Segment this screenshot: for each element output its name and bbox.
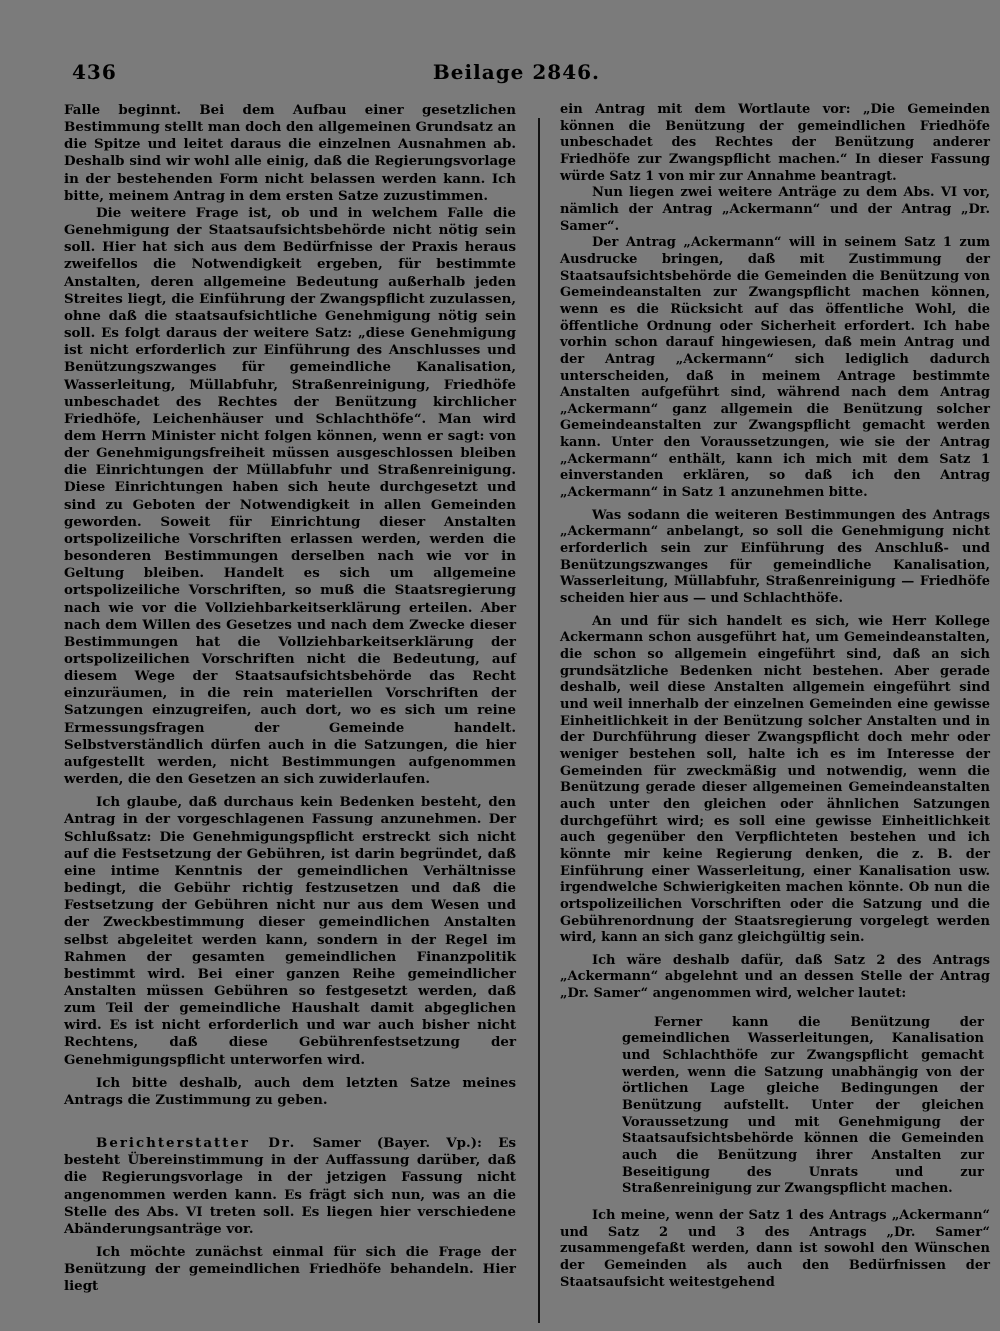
speaker-name: Samer: [312, 1135, 361, 1152]
speaker-party: (Bayer. Vp.):: [376, 1135, 482, 1152]
paragraph: Was sodann die weiteren Bestimmungen des Antrags „Ackermann“ anbelangt, so soll die Genehmigung nicht erforderlich sein zur Einführung des Anschluß- und Benützungszwanges für gemeindliche Kanalisation, Wasserleitung, Müllabfuhr, Straßenreinigung — Friedhöfe scheiden hier aus — und Schlachthöfe.: [560, 507, 990, 607]
paragraph: Ich bitte deshalb, auch dem letzten Satze meines Antrags die Zustimmung zu geben.: [64, 1074, 516, 1108]
paragraph: Die weitere Frage ist, ob und in welchem Falle die Genehmigung der Staatsaufsichtsbehörde nicht nötig sein soll. Hier hat sich aus dem Bedürfnisse der Praxis heraus zweifellos die Notwendigkeit ergeben, für bestimmte Anstalten, deren allgemeine Bedeutung außerhalb jeden Streites liegt, die Einführung der Zwangspflicht zuzulassen, ohne daß die staatsaufsichtliche Genehmigung nötig sein soll. Es folgt daraus der weitere Satz: „diese Genehmigung ist nicht erforderlich zur Einführung des Anschlusses und Benützungszwanges für gemeindliche Kanalisation, Wasserleitung, Müllabfuhr, Straßenreinigung, Friedhöfe unbeschadet des Rechtes der Benützung kirchlicher Friedhöfe, Leichenhäuser und Schlachthöfe“. Man wird dem Herrn Minister nicht folgen können, wenn er sagt: von der Genehmigungsfreiheit müssen ausgeschlossen bleiben die Einrichtungen der Müllabfuhr und Straßenreinigung. Diese Einrichtungen haben sich heute durchgesetzt und sind zu Geboten der Notwendigkeit in allen Gemeinden geworden. Soweit für Einrichtung dieser Anstalten ortspolizeiliche Vorschriften erlassen werden, werden die besonderen Bestimmungen derselben nach wie vor in Geltung bleiben. Handelt es sich um allgemeine ortspolizeiliche Vorschriften, so muß die Staatsregierung nach wie vor die Vollziehbarkeitserklärung erteilen. Aber nach dem Willen des Gesetzes und nach dem Zwecke dieser Bestimmungen hat die Vollziehbarkeitserklärung der ortspolizeilichen Vorschriften nicht die Bedeutung, auf diesem Wege der Staatsaufsichtsbehörde das Recht einzuräumen, in die rein materiellen Vorschriften der Satzungen einzugreifen, auch dort, wo es sich um reine Ermessungsfragen der Gemeinde handelt. Selbstverständlich dürfen auch in die Satzungen, die hier aufgestellt werden, nicht Bestimmungen aufgenommen werden, die den Gesetzen an sich zuwiderlaufen.: [64, 204, 516, 788]
column-divider: [538, 118, 540, 1323]
speaker-paragraph: [64, 1135, 516, 1238]
paragraph: Ich möchte zunächst einmal für sich die Frage der Benützung der gemeindlichen Friedhöfe behandeln. Hier liegt: [64, 1244, 516, 1295]
right-column: [560, 102, 990, 1291]
paragraph: An und für sich handelt es sich, wie Herr Kollege Ackermann schon ausgeführt hat, um Gemeindeanstalten, die schon so allgemein eingeführt sind, daß an sich grundsätzliche Bedenken nicht bestehen. Aber gerade deshalb, weil diese Anstalten allgemein eingeführt sind und weil innerhalb der einzelnen Gemeinden eine gewisse Einheitlichkeit in der Benützung solcher Anstalten und in der Durchführung dieser Zwangspflicht doch mehr oder weniger bestehen soll, halte ich es im Interesse der Gemeinden für zweckmäßig und notwendig, wenn die Benützung gerade dieser allgemeinen Gemeindeanstalten auch unter den gleichen oder ähnlichen Satzungen durchgeführt wird; es soll eine gewisse Einheitlichkeit auch gegenüber den Verpflichteten bestehen und ich könnte mir keine Regierung denken, die z. B. der Einführung einer Wasserleitung, einer Kanalisation usw. irgendwelche Schwierigkeiten machen könnte. Ob nun die ortspolizeilichen Vorschriften oder die Satzung und die Gebührenordnung der Staatsregierung vorgelegt werden wird, kann an sich ganz gleichgültig sein.: [560, 613, 990, 946]
running-head: Beilage 2846.: [432, 60, 600, 84]
speaker-role: Berichterstatter Dr.: [96, 1135, 297, 1152]
paragraph: Nun liegen zwei weitere Anträge zu dem Abs. VI vor, nämlich der Antrag „Ackermann“ und der Antrag „Dr. Samer“.: [560, 185, 990, 234]
left-column: [64, 102, 516, 1295]
speaker-text: Es besteht Übereinstimmung in der Auffassung darüber, daß die Regierungsvorlage in der jetzigen Fassung nicht angenommen werden kann. Es frägt sich nun, was an die Stelle des Abs. VI treten soll. Es liegen hier verschiedene Abänderungsanträge vor.: [64, 1135, 516, 1237]
page-header: [72, 60, 600, 90]
paragraph: ein Antrag mit dem Wortlaute vor: „Die Gemeinden können die Benützung der gemeindlichen Friedhöfe unbeschadet des Rechtes der Benützung anderer Friedhöfe zur Zwangspflicht machen.“ In dieser Fassung würde Satz 1 von mir zur Annahme beantragt.: [560, 102, 990, 184]
paragraph: Falle beginnt. Bei dem Aufbau einer gesetzlichen Bestimmung stellt man doch den allgemeinen Grundsatz an die Spitze und leitet daraus die einzelnen Ausnahmen ab. Deshalb sind wir wohl alle einig, daß die Regierungsvorlage in der bestehenden Form nicht belassen werden kann. Ich bitte, meinem Antrag in dem ersten Satze zuzustimmen.: [64, 102, 516, 204]
page-number: 436: [72, 60, 117, 84]
paragraph: Ich wäre deshalb dafür, daß Satz 2 des Antrags „Ackermann“ abgelehnt und an dessen Stelle der Antrag „Dr. Samer“ angenommen wird, welcher lautet:: [560, 952, 990, 1002]
quoted-motion: Ferner kann die Benützung der gemeindlichen Wasserleitungen, Kanalisation und Schlachthöfe zur Zwangspflicht gemacht werden, wenn die Satzung unabhängig von der örtlichen Lage gleiche Bedingungen der Benützung aufstellt. Unter der gleichen Voraussetzung und mit Genehmigung der Staatsaufsichtsbehörde können die Gemeinden auch die Benützung ihrer Anstalten zur Beseitigung des Unrats und zur Straßenreinigung zur Zwangspflicht machen.: [622, 1014, 984, 1197]
paragraph: Der Antrag „Ackermann“ will in seinem Satz 1 zum Ausdrucke bringen, daß mit Zustimmung der Staatsaufsichtsbehörde die Gemeinden die Benützung von Gemeindeanstalten zur Zwangspflicht machen können, wenn es die Rücksicht auf das öffentliche Wohl, die öffentliche Ordnung oder Sicherheit erfordert. Ich habe vorhin schon darauf hingewiesen, daß mein Antrag und der Antrag „Ackermann“ sich lediglich dadurch unterscheiden, daß in meinem Antrage bestimmte Anstalten aufgeführt sind, während nach dem Antrag „Ackermann“ ganz allgemein die Benützung solcher Gemeindeanstalten zur Zwangspflicht gemacht werden kann. Unter den Voraussetzungen, wie sie der Antrag „Ackermann“ enthält, kann ich mich mit dem Satz 1 einverstanden erklären, so daß ich den Antrag „Ackermann“ in Satz 1 anzunehmen bitte.: [560, 235, 990, 501]
paragraph: Ich meine, wenn der Satz 1 des Antrags „Ackermann“ und Satz 2 und 3 des Antrags „Dr. Samer“ zusammengefaßt werden, dann ist sowohl den Wünschen der Gemeinden als auch den Bedürfnissen der Staatsaufsicht weitestgehend: [560, 1208, 990, 1290]
paragraph: Ich glaube, daß durchaus kein Bedenken besteht, den Antrag in der vorgeschlagenen Fassung anzunehmen. Der Schlußsatz: Die Genehmigungspflicht erstreckt sich nicht auf die Festsetzung der Gebühren, ist darin begründet, daß eine intime Kenntnis der gemeindlichen Verhältnisse bedingt, die Gebühr richtig festzusetzen und daß die Festsetzung der Gebühren nicht nur aus dem Wesen und der Zweckbestimmung dieser gemeindlichen Anstalten selbst abgeleitet werden kann, sondern in der Regel im Rahmen der gesamten gemeindlichen Finanzpolitik bestimmt wird. Bei einer ganzen Reihe gemeindlicher Anstalten müssen Gebühren so festgesetzt werden, daß zum Teil der gemeindliche Haushalt damit abgeglichen wird. Es ist nicht erforderlich und war auch bisher nicht Rechtens, daß diese Gebührenfestsetzung der Genehmigungspflicht unterworfen wird.: [64, 794, 516, 1068]
